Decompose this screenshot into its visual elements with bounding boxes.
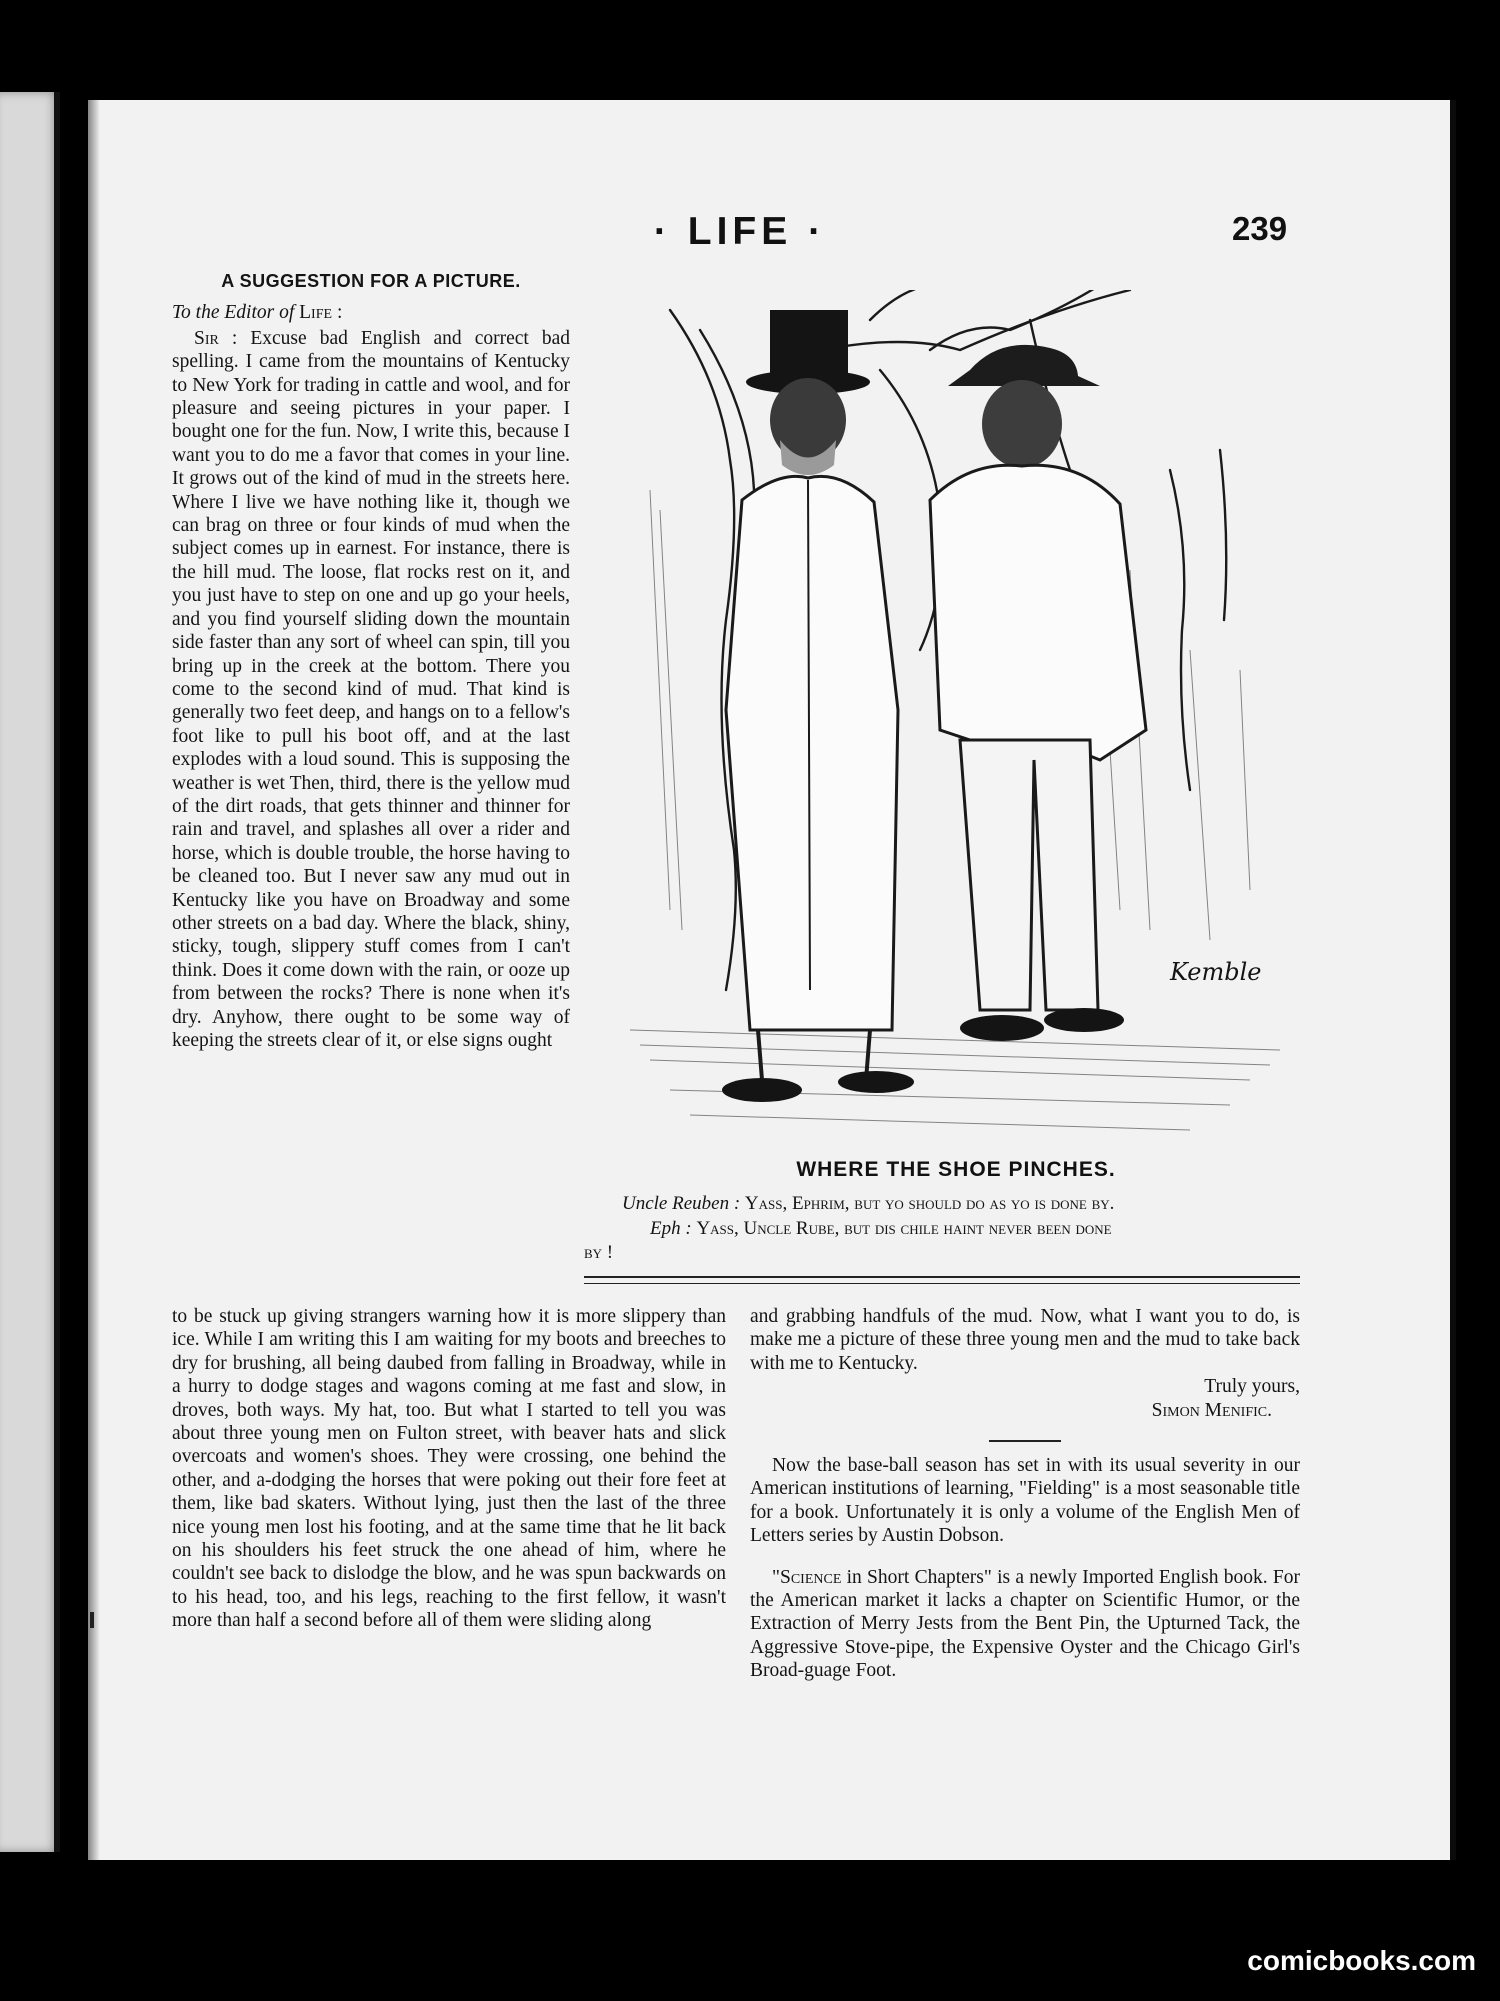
ground-hatching: [630, 1030, 1280, 1130]
figure-eph: [930, 345, 1146, 1041]
branch: [870, 290, 930, 320]
artist-signature: Kemble: [1170, 958, 1262, 986]
open-quote: ": [772, 1566, 780, 1588]
face: [982, 380, 1062, 468]
cartoon-dialog-line: [650, 1218, 1112, 1240]
figure-uncle-reuben: [722, 310, 914, 1102]
jacket: [930, 465, 1146, 760]
cartoon-dialog-continuation: by !: [584, 1242, 614, 1263]
dialog-text: Yass, Ephrim, but yo should do as yo is done by.: [744, 1193, 1115, 1214]
letter-body-continued: to be stuck up giving strangers warning how it is more slippery than ice. While I am writing this I am waiting for my boots and breeches to dry for brushing, all being daubed from falling in Broadway, while in a hurry to dodge stages and wagons coming at me fast and slow, in droves, both ways. My hat, too. But what I started to tell you was about three young men on Fulton street, with beaver hats and slick overcoats and women's shoes. They were crossing, one behind the other, and a-dodging the horses that were poking out their fore feet at them, like bad skaters. Without lying, just then the last of the three nice young men lost his footing, and at the same time that he lit back on his shoulders his feet struck the one ahead of him, where he couldn't see back to dislodge the blow, and he was spun backwards on to his head, too, and his legs, reaching to the first fellow, it wasn't more than half a second before all of them were sliding along: [172, 1306, 726, 1632]
speaker-uncle-reuben: Uncle Reuben :: [622, 1193, 741, 1214]
watermark: comicbooks.com: [1247, 1945, 1476, 1976]
facing-page-edge: [0, 92, 60, 1852]
shoe: [960, 1015, 1044, 1041]
letter-column-bottom-left: [172, 1305, 726, 1633]
salutation-colon: :: [332, 302, 343, 324]
salutation: [172, 301, 570, 324]
shoe: [1044, 1008, 1124, 1032]
salutation-name: Life: [299, 302, 333, 324]
section-divider: [584, 1276, 1300, 1284]
spacer: [750, 1548, 1300, 1566]
salutation-italic: To the Editor of: [172, 302, 295, 324]
science-note: [750, 1566, 1300, 1683]
shoe: [838, 1071, 914, 1093]
letter-body-end: and grabbing handfuls of the mud. Now, what I want you to do, is make me a picture of these three young men and the mud to take back with me to Kentucky.: [750, 1306, 1300, 1374]
divider: [989, 1440, 1061, 1442]
cartoon-title: WHERE THE SHOE PINCHES.: [796, 1158, 1116, 1181]
vine: [1220, 450, 1226, 620]
letter-signature: Simon Menific.: [1151, 1399, 1272, 1421]
column-bottom-right: [750, 1305, 1300, 1683]
speaker-eph: Eph :: [650, 1218, 692, 1239]
legs: [758, 1030, 870, 1080]
long-overcoat: [726, 476, 898, 1030]
letter-body-left-text: : Excuse bad English and correct bad spelling. I came from the mountains of Kentucky to New York for trading in cattle and wool, and for pleasure and seeing pictures in your paper. I bought one for the fun. Now, I write this, because I want you to do me a favor that comes in your line. It grows out of the kind of mud in the streets here. Where I live we have nothing like it, though we can brag on three or four kinds of mud when the subject comes up in earnest. For instance, there is the hill mud. The loose, flat rocks rest on it, and you just have to step on one and up go your heels, and you find yourself sliding down the mountain side faster than any sort of wheel can spin, till you bring up in the creek at the bottom. There you come to the second kind of mud. That kind is generally two feet deep, and hangs on to a fellow's foot like to pull his boot off, and at the last explodes with a loud sound. This is supposing the weather is wet Then, third, there is the yellow mud of the dirt roads, that gets thinner and thinner for rain and travel, and splashes all over a rider and horse, which is double trouble, the horse having to be cleaned too. But I never saw any mud out in Kentucky like you have on Broadway and some other streets on a bad day. Where the black, shiny, sticky, tough, slippery stuff comes from I can't think. Does it come down with the rain, or ooze up from between the rocks? There is none when it's dry. Anyhow, there ought to be some way of keeping the streets clear of it, or else signs ought: [172, 327, 571, 1051]
baseball-note: Now the base-ball season has set in with its usual severity in our American institutions of learning, "Fielding" is a most seasonable title for a book. Unfortunately it is only a volume of the English Men of Letters series by Austin Dobson.: [750, 1455, 1300, 1547]
letter-headline: A SUGGESTION FOR A PICTURE.: [221, 271, 521, 291]
margin-mark: [90, 1612, 94, 1628]
cartoon-dialog-line: [622, 1193, 1114, 1215]
vine: [1170, 470, 1190, 790]
letter-closing: Truly yours,: [1204, 1376, 1300, 1398]
science-note-text: in Short Chapters" is a newly Imported English book. For the American market it lacks a chapter on Scientific Humor, or the Extraction of Merry Jests from the Bent Pin, the Upturned Tack, the Aggressive Stove-pipe, the Expensive Oyster and the Chicago Girl's Broad-guage Foot.: [750, 1566, 1300, 1682]
branch: [930, 290, 1100, 350]
dialog-text: Yass, Uncle Rube, but dis chile haint never been done: [696, 1218, 1112, 1239]
page-number: 239: [1232, 210, 1288, 247]
slouch-hat: [948, 345, 1100, 386]
letter-body-left: [172, 327, 570, 1053]
opening-word: Sir: [194, 327, 219, 349]
cartoon-illustration: [630, 290, 1280, 1150]
trousers: [960, 740, 1098, 1010]
masthead: · LIFE ·: [653, 210, 827, 253]
letter-column-left: [172, 270, 570, 1052]
science-title: Science: [779, 1566, 842, 1588]
shoe: [722, 1078, 802, 1102]
